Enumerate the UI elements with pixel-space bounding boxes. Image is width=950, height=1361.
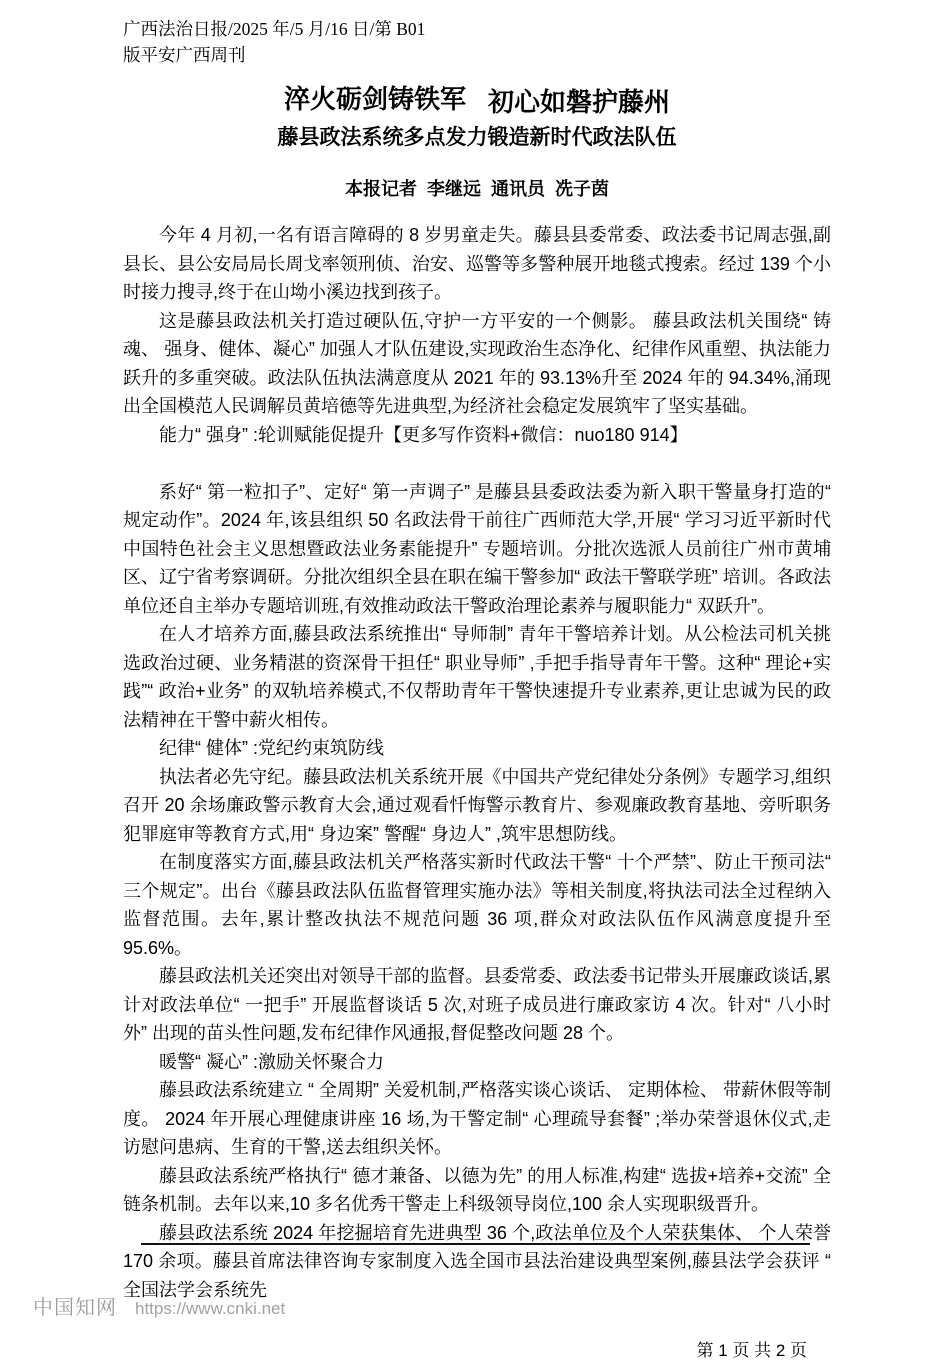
cnki-logo: 中国知网 (33, 1297, 117, 1319)
section-heading: 能力“ 强身” :轮训赋能促提升【更多写作资料+微信：nuo180 914】 (159, 424, 688, 445)
paragraph: 藤县政法机关还突出对领导干部的监督。县委常委、政法委书记带头开展廉政谈话,累计对政法单位“ 一把手” 开展监督谈话 5 次,对班子成员进行廉政家访 4 次。针对“ 八小时外” 出现的苗头性问题,发布纪律作风通报,督促整改问题 28 个。 (123, 966, 831, 1044)
cnki-footer (33, 1291, 285, 1320)
section-heading: 纪律“ 健体” :党纪约束筑防线 (159, 738, 384, 759)
article-title (123, 84, 831, 115)
paragraph: 藤县政法系统严格执行“ 德才兼备、以德为先” 的用人标准,构建“ 选拔+培养+交流” 全链条机制。去年以来,10 多名优秀干警走上科级领导岗位,100 余人实现职级晋升。 (123, 1165, 831, 1215)
article-title-part2: 初心如磐护藤州 (488, 87, 671, 117)
paragraph: 系好“ 第一粒扣子”、定好“ 第一声调子” 是藤县县委政法委为新入职干警量身打造的“ 规定动作”。2024 年,该县组织 50 名政法骨干前往广西师范大学,开展“ 学习习近平新时代中国特色社会主义思想暨政法业务素能提升” 专题培训。分批次选派人员前往广州市黄埔区、辽宁省考察调研。分批次组织全县在职在编干警参加“ 政法干警联学班” 培训。各政法单位还自主举办专题培训班,有效推动政法干警政治理论素养与履职能力“ 双跃升”。 (123, 481, 831, 616)
article-title-part1: 淬火砺剑铸铁军 (283, 84, 466, 114)
paragraph: 藤县政法系统建立 “ 全周期” 关爱机制,严格落实谈心谈话、 定期体检、 带薪休假等制度。 2024 年开展心理健康讲座 16 场,为干警定制“ 心理疏导套餐” ;举办荣誉退休仪式,走访慰问患病、生育的干警,送去组织关怀。 (123, 1080, 831, 1158)
source-header-line1: 广西法治日报/2025 年/5 月/16 日/第 B01 (123, 19, 426, 39)
source-header-line2: 版平安广西周刊 (123, 45, 246, 65)
source-header (123, 16, 425, 68)
page-number: 第 1 页 共 2 页 (696, 1341, 807, 1361)
paragraph: 在人才培养方面,藤县政法系统推出“ 导师制” 青年干警培养计划。从公检法司机关挑选政治过硬、业务精湛的资深骨干担任“ 职业导师” ,手把手指导青年干警。这种“ 理论+实践”“ 政治+业务” 的双轨培养模式,不仅帮助青年干警快速提升专业素养,更让忠诚为民的政法精神在干警中薪火相传。 (123, 624, 831, 730)
article-byline: 本报记者 李继远 通讯员 冼子茵 (344, 179, 609, 200)
article-body (123, 221, 831, 1304)
paragraph: 藤县政法系统 2024 年挖掘培育先进典型 36 个,政法单位及个人荣获集体、 个人荣誉 170 余项。藤县首席法律咨询专家制度入选全国市县法治建设典型案例,藤县法学会获评 “ 全国法学会系统先 (123, 1222, 831, 1300)
cnki-url: https://www.cnki.net (135, 1299, 286, 1318)
article-subtitle: 藤县政法系统多点发力锻造新时代政法队伍 (277, 126, 677, 150)
article-content (123, 84, 831, 1361)
paragraph: 执法者必先守纪。藤县政法机关系统开展《中国共产党纪律处分条例》专题学习,组织召开 20 余场廉政警示教育大会,通过观看忏悔警示教育片、参观廉政教育基地、旁听职务犯罪庭审等教育方式,用“ 身边案” 警醒“ 身边人” ,筑牢思想防线。 (123, 766, 831, 844)
paragraph: 这是藤县政法机关打造过硬队伍,守护一方平安的一个侧影。 藤县政法机关围绕“ 铸魂、 强身、健体、凝心” 加强人才队伍建设,实现政治生态净化、纪律作风重塑、执法能力跃升的多重突破。政法队伍执法满意度从 2021 年的 93.13%升至 2024 年的 94.34%,涌现出全国模范人民调解员黄培德等先进典型,为经济社会稳定发展筑牢了坚实基础。 (123, 310, 831, 417)
paragraph: 今年 4 月初,一名有语言障碍的 8 岁男童走失。藤县县委常委、政法委书记周志强,副县长、县公安局局长周戈率领刑侦、治安、巡警等多警种展开地毯式搜索。经过 139 个小时接力搜寻,终于在山坳小溪边找到孩子。 (123, 225, 831, 303)
footer-divider (141, 1243, 810, 1245)
section-heading: 暖警“ 凝心” :激励关怀聚合力 (159, 1051, 384, 1072)
paragraph: 在制度落实方面,藤县政法机关严格落实新时代政法干警“ 十个严禁”、防止干预司法“ 三个规定”。出台《藤县政法队伍监督管理实施办法》等相关制度,将执法司法全过程纳入监督范围。去年,累计整改执法不规范问题 36 项,群众对政法队伍作风满意度提升至 95.6%。 (123, 852, 831, 958)
